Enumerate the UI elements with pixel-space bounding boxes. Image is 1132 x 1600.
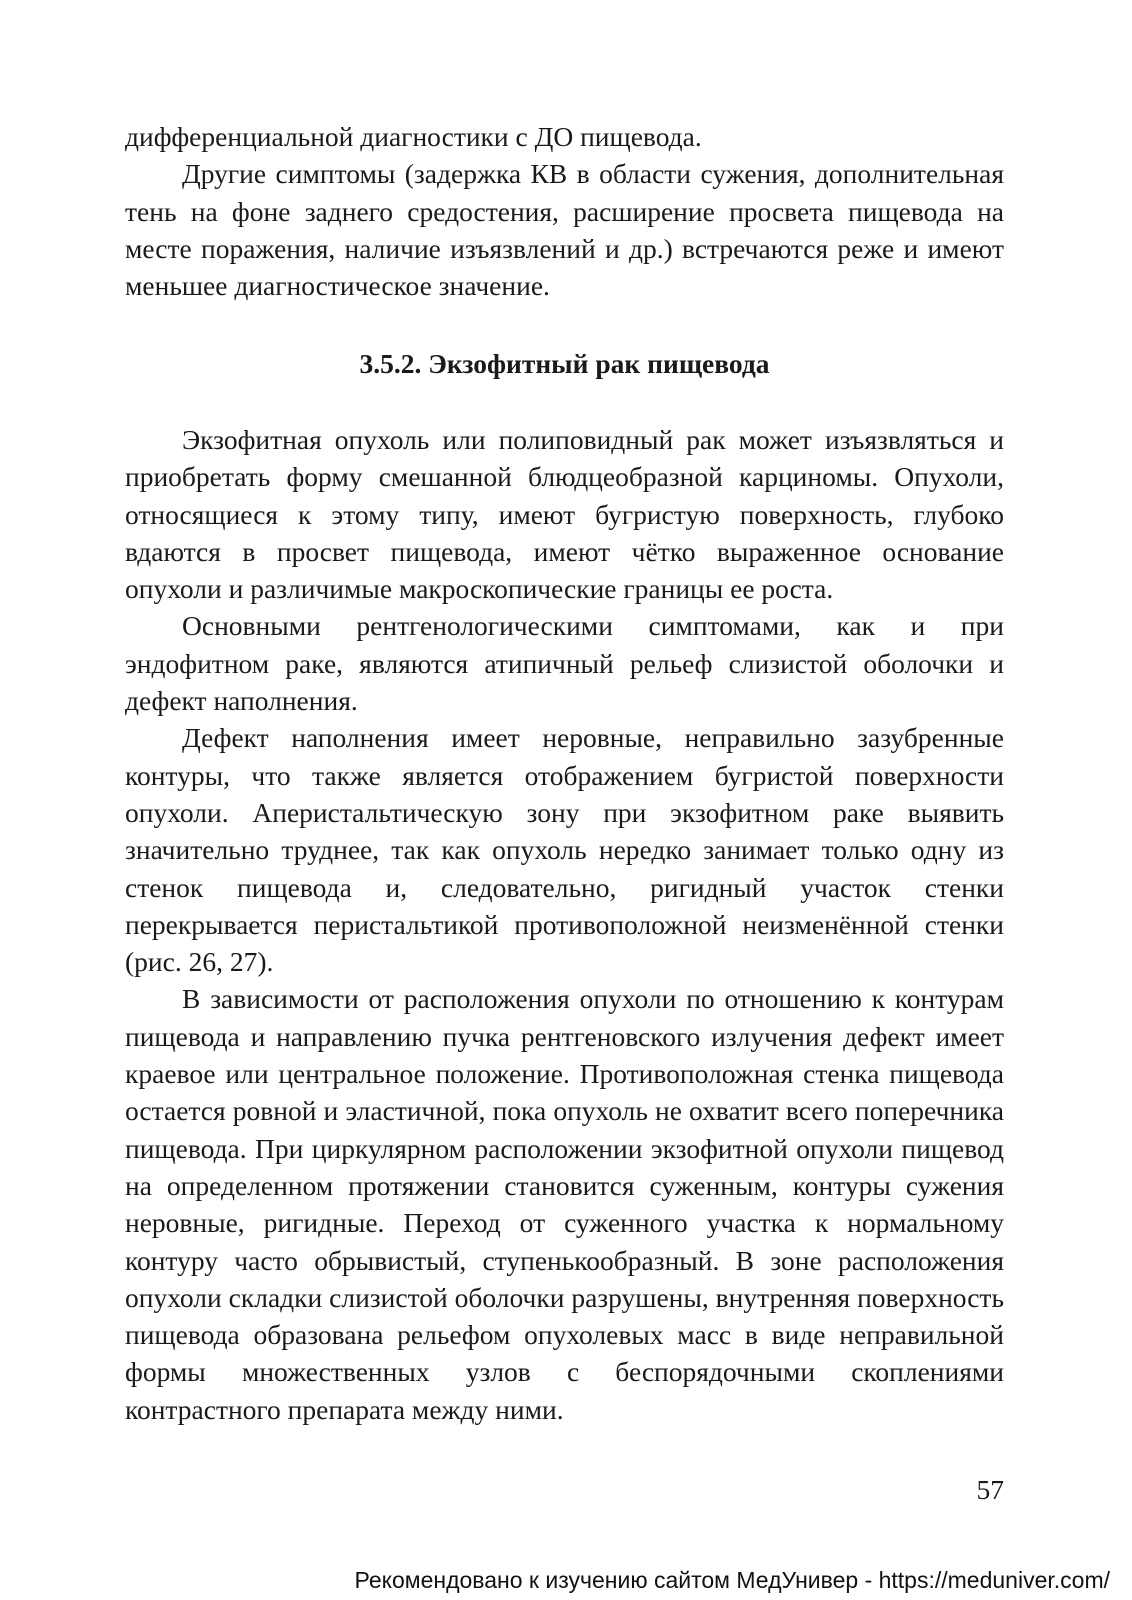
- paragraph-tumor-position: В зависимости от расположения опухоли по отношению к контурам пищевода и направлению пучка рентгеновского излучения дефект имеет краевое или центральное положение. Противоположная стенка пищевода остается ровной и эластичной, пока опухоль не охватит всего поперечника пищевода. При циркулярном расположении экзофитной опухоли пищевод на определенном протяжении становится суженным, контуры сужения неровные, ригидные. Переход от суженного участка к нормальному контуру часто обрывистый, ступенькообразный. В зоне расположения опухоли складки слизистой оболочки разрушены, внутренняя поверхность пищевода образована рельефом опухолевых масс в виде неправильной формы множественных узлов с беспорядочными скоплениями контрастного препарата между ними.: [125, 983, 1004, 1425]
- paragraph-exophytic-tumor: Экзофитная опухоль или полиповидный рак может изъязвляться и приобретать форму смешанной блюдцеобразной карциномы. Опухоли, относящиеся к этому типу, имеют бугристую поверхность, глубоко вдаются в просвет пищевода, имеют чётко выраженное основание опухоли и различимые макроскопические границы ее роста.: [125, 424, 1004, 605]
- paragraph-filling-defect: Дефект наполнения имеет неровные, неправильно зазубренные контуры, что также является отображением бугристой поверхности опухоли. Аперистальтическую зону при экзофитном раке выявить значительно труднее, так как опухоль нередко занимает только одну из стенок пищевода и, следовательно, ригидный участок стенки перекрывается перистальтикой противоположной неизменённой стенки (рис. 26, 27).: [125, 722, 1004, 978]
- intro-line: дифференциальной диагностики с ДО пищевода.: [125, 121, 702, 152]
- paragraph-main-symptoms: Основными рентгенологическими симптомами, как и при эндофитном раке, являются атипичный рельеф слизистой оболочки и дефект наполнения.: [125, 610, 1004, 717]
- text-block-top: [125, 118, 1004, 304]
- page-number: 57: [976, 1474, 1004, 1505]
- text-block-main: [125, 421, 1004, 1428]
- section-heading: 3.5.2. Экзофитный рак пищевода: [359, 348, 770, 379]
- paragraph-other-symptoms: Другие симптомы (задержка КВ в области сужения, дополнительная тень на фоне заднего средостения, расширение просвета пищевода на месте поражения, наличие изъязвлений и др.) встречаются реже и имеют меньшее диагностическое значение.: [125, 158, 1004, 302]
- footer-recommendation-link[interactable]: Рекомендовано к изучению сайтом МедУнивер - https://meduniver.com/: [354, 1567, 1110, 1593]
